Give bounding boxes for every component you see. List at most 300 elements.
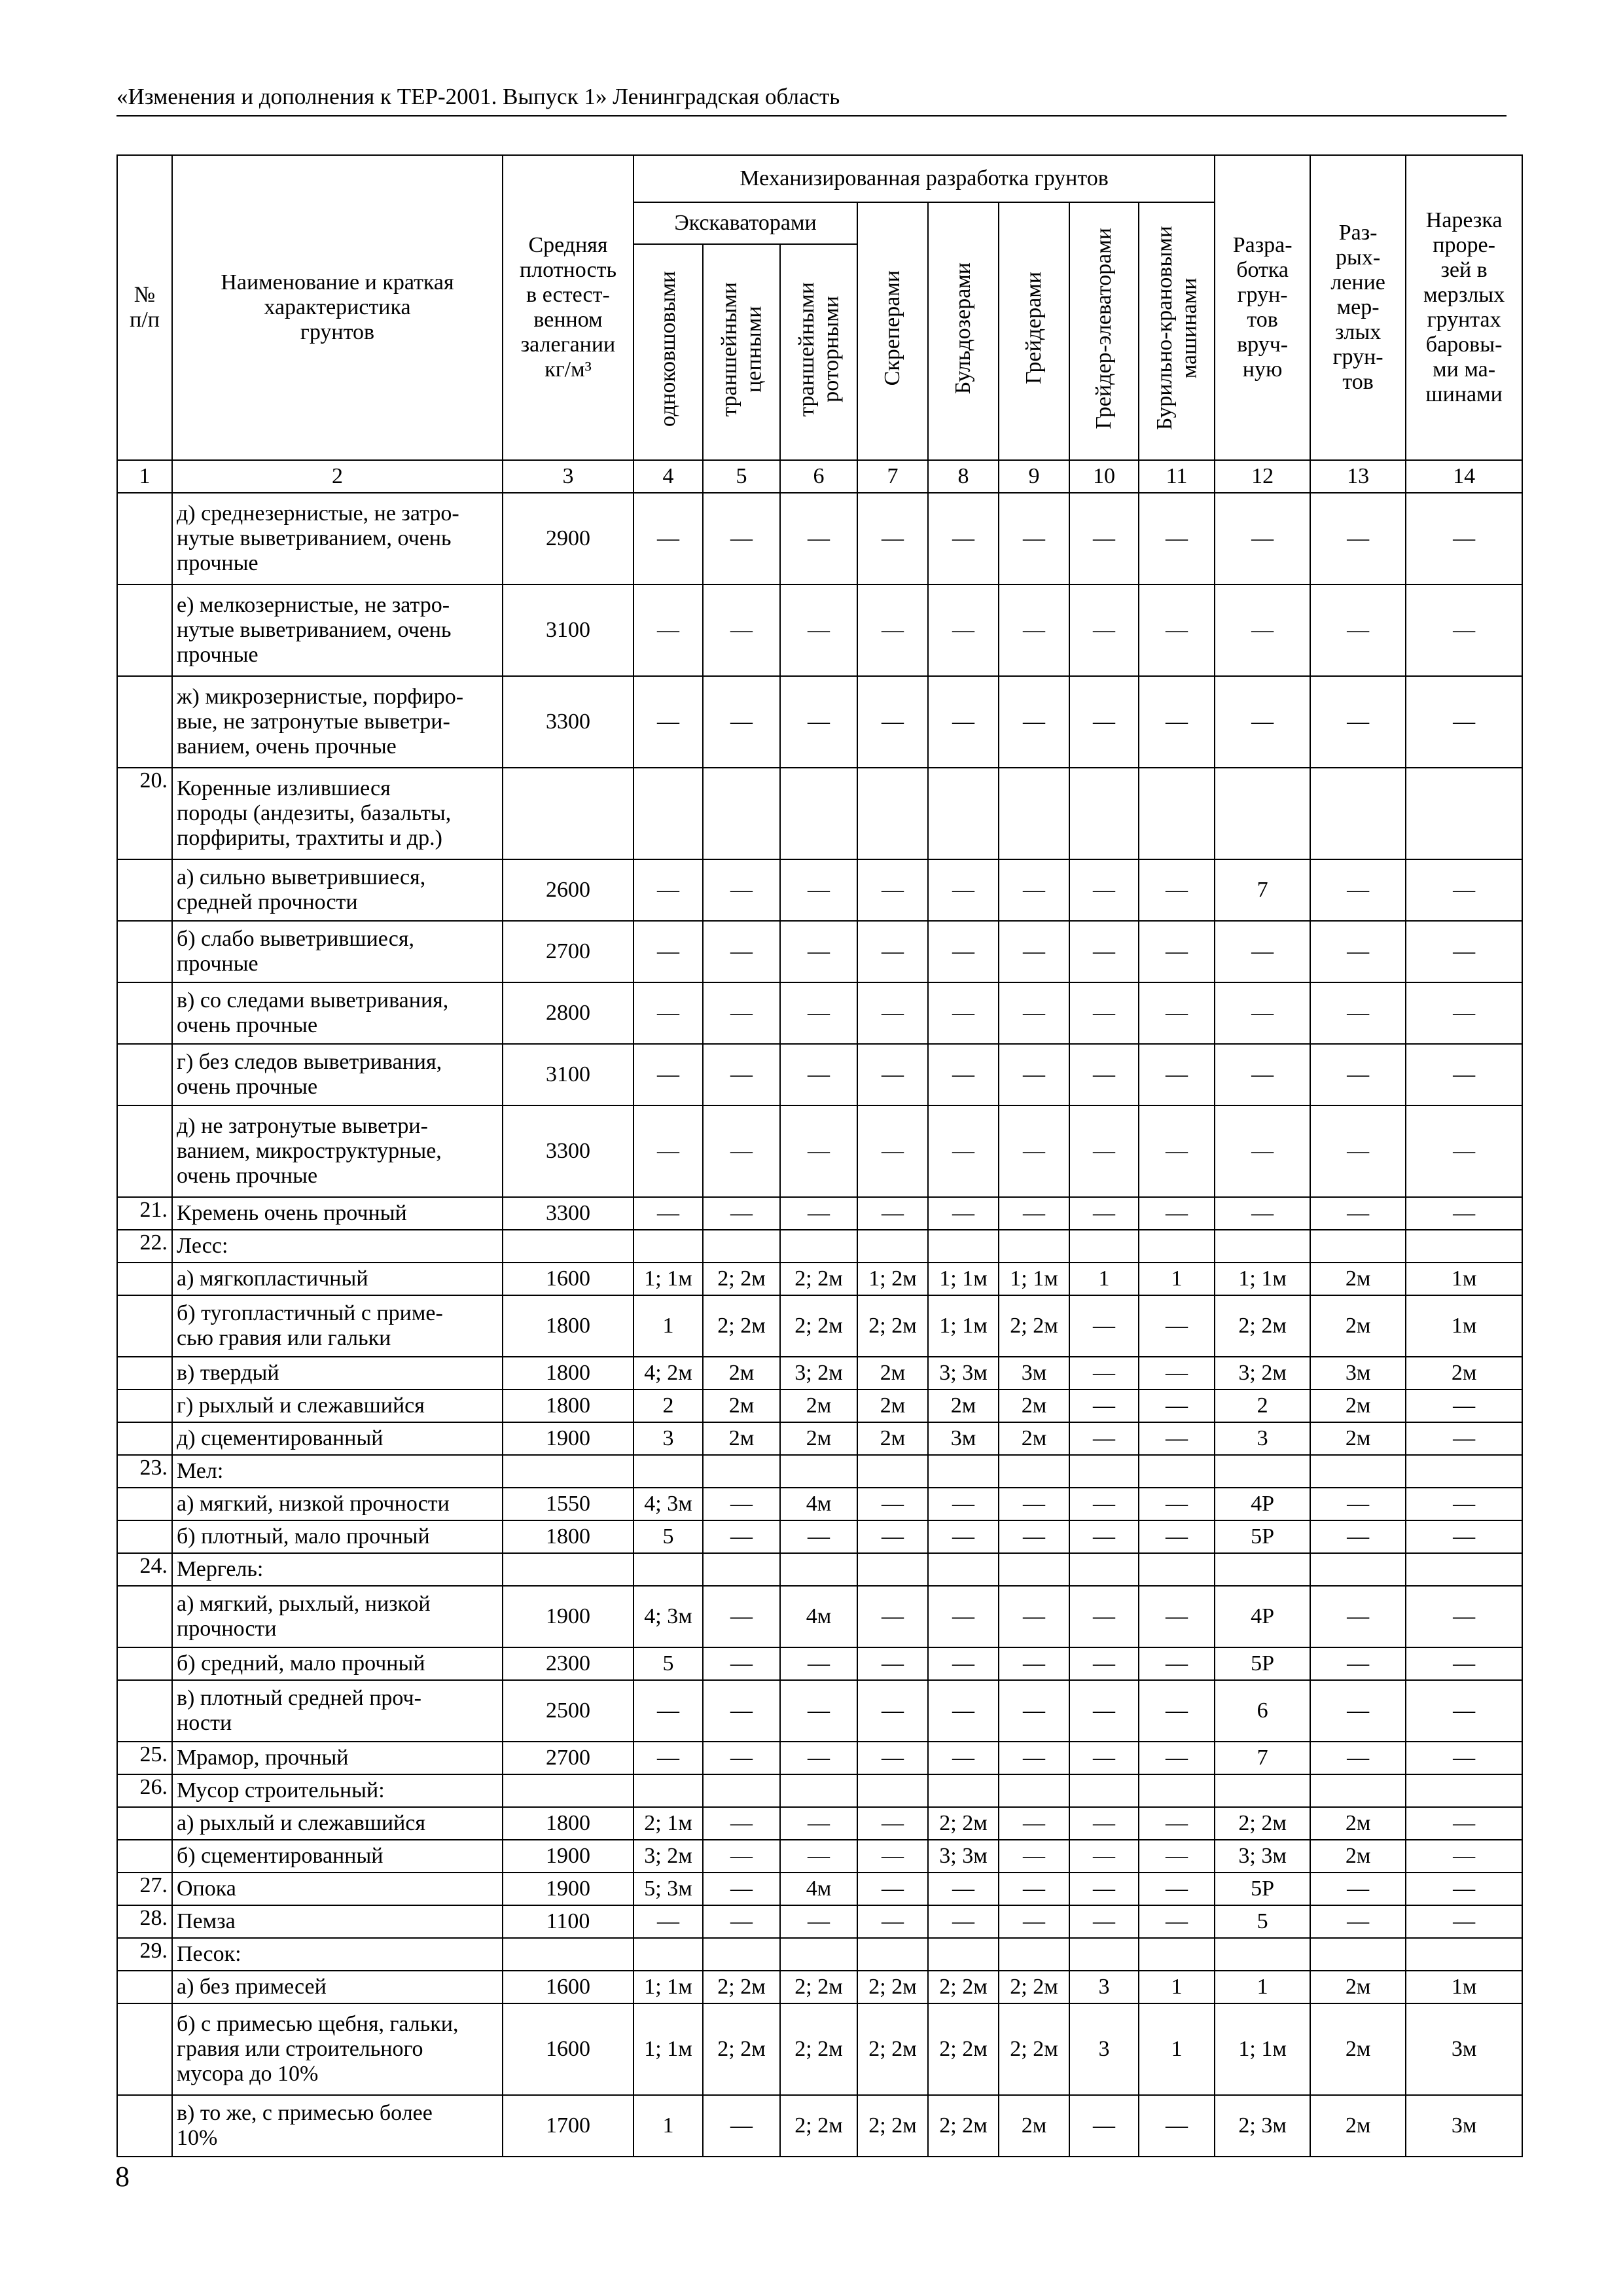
group-value: — xyxy=(1310,493,1406,584)
group-value: — xyxy=(1310,1680,1406,1742)
group-value: — xyxy=(1069,1807,1139,1840)
group-value: 2 xyxy=(1215,1390,1310,1422)
group-value: — xyxy=(928,1873,999,1905)
row-number xyxy=(117,1422,172,1455)
group-value: 3 xyxy=(1215,1422,1310,1455)
group-value xyxy=(1069,1455,1139,1488)
group-value: — xyxy=(1139,1422,1215,1455)
group-value: 2; 2м xyxy=(857,2095,928,2157)
soil-name: б) слабо выветрившиеся, прочные xyxy=(172,921,503,982)
group-value: 2м xyxy=(1310,2003,1406,2095)
header-scrapers: Скреперами xyxy=(857,202,928,460)
group-value: — xyxy=(703,2095,780,2157)
group-value: — xyxy=(999,1680,1069,1742)
group-value: 5 xyxy=(1215,1905,1310,1938)
group-value: — xyxy=(1139,1840,1215,1873)
density-value: 2700 xyxy=(503,921,633,982)
group-value: — xyxy=(857,921,928,982)
group-value: 2м xyxy=(857,1390,928,1422)
table-row xyxy=(117,768,1522,859)
row-number: 25. xyxy=(117,1742,172,1774)
column-number: 1 xyxy=(117,460,172,493)
group-value: — xyxy=(703,1586,780,1647)
group-value: — xyxy=(1310,1105,1406,1197)
group-value: — xyxy=(703,1197,780,1230)
soil-name: Песок: xyxy=(172,1938,503,1971)
group-value: — xyxy=(857,1197,928,1230)
density-value: 1800 xyxy=(503,1390,633,1422)
group-value: — xyxy=(703,1742,780,1774)
group-value xyxy=(857,1553,928,1586)
density-value: 3300 xyxy=(503,1197,633,1230)
density-value: 2700 xyxy=(503,1742,633,1774)
header-trench-chain: траншейными цепными xyxy=(703,244,780,460)
group-value: — xyxy=(999,1197,1069,1230)
group-value: — xyxy=(1310,1647,1406,1680)
table-row xyxy=(117,1742,1522,1774)
column-number: 3 xyxy=(503,460,633,493)
group-value: — xyxy=(633,982,703,1044)
group-value xyxy=(1310,768,1406,859)
group-value: — xyxy=(1215,1197,1310,1230)
group-value: 1 xyxy=(633,2095,703,2157)
soil-name: Пемза xyxy=(172,1905,503,1938)
group-value xyxy=(928,1938,999,1971)
column-number: 14 xyxy=(1406,460,1522,493)
row-number xyxy=(117,859,172,921)
header-density: Средняя плотность в естест- венном залегании кг/м³ xyxy=(503,155,633,460)
group-value: — xyxy=(1069,1105,1139,1197)
density-value xyxy=(503,1774,633,1807)
group-value: 2; 2м xyxy=(928,1807,999,1840)
group-value: — xyxy=(1215,1044,1310,1105)
group-value xyxy=(703,1553,780,1586)
density-value: 2300 xyxy=(503,1647,633,1680)
table-row xyxy=(117,1938,1522,1971)
group-value: — xyxy=(1310,584,1406,676)
group-value xyxy=(703,768,780,859)
group-value: — xyxy=(703,493,780,584)
group-value: — xyxy=(1139,1488,1215,1520)
density-value: 1600 xyxy=(503,1971,633,2003)
group-value xyxy=(633,1774,703,1807)
group-value: — xyxy=(928,1647,999,1680)
group-value: — xyxy=(1139,1905,1215,1938)
group-value: — xyxy=(780,1647,857,1680)
group-value xyxy=(1406,1774,1522,1807)
group-value: — xyxy=(857,584,928,676)
group-value: — xyxy=(1139,1680,1215,1742)
group-value: 1 xyxy=(1215,1971,1310,2003)
group-value: 1; 1м xyxy=(1215,1263,1310,1295)
group-value: 2м xyxy=(1310,1840,1406,1873)
density-value: 1800 xyxy=(503,1807,633,1840)
group-value: 1; 1м xyxy=(999,1263,1069,1295)
group-value xyxy=(857,768,928,859)
group-value: 2м xyxy=(1310,1295,1406,1357)
group-value xyxy=(1069,1230,1139,1263)
group-value: 3 xyxy=(633,1422,703,1455)
group-value: — xyxy=(703,1105,780,1197)
group-value xyxy=(999,1774,1069,1807)
soil-name: в) плотный средней проч- ности xyxy=(172,1680,503,1742)
group-value: — xyxy=(1139,982,1215,1044)
group-value: — xyxy=(1069,1390,1139,1422)
column-number: 10 xyxy=(1069,460,1139,493)
group-value xyxy=(633,1230,703,1263)
group-value: — xyxy=(703,859,780,921)
group-value xyxy=(999,1455,1069,1488)
soil-name: г) без следов выветривания, очень прочные xyxy=(172,1044,503,1105)
group-value: 2 xyxy=(633,1390,703,1422)
group-value: — xyxy=(999,982,1069,1044)
group-value: — xyxy=(928,859,999,921)
group-value: — xyxy=(1139,493,1215,584)
table-row xyxy=(117,1971,1522,2003)
group-value: — xyxy=(703,584,780,676)
density-value: 1800 xyxy=(503,1520,633,1553)
group-value: — xyxy=(1310,1520,1406,1553)
density-value: 1800 xyxy=(503,1295,633,1357)
group-value xyxy=(1406,1230,1522,1263)
group-value: 3м xyxy=(928,1422,999,1455)
group-value: — xyxy=(1069,1357,1139,1390)
group-value: 3; 3м xyxy=(928,1840,999,1873)
group-value: — xyxy=(857,1586,928,1647)
header-mechanized: Механизированная разработка грунтов xyxy=(633,155,1215,202)
group-value: — xyxy=(1406,1044,1522,1105)
group-value xyxy=(928,1774,999,1807)
soil-name: б) плотный, мало прочный xyxy=(172,1520,503,1553)
group-value: — xyxy=(999,676,1069,768)
group-value: — xyxy=(999,1905,1069,1938)
table-row xyxy=(117,493,1522,584)
group-value: 1; 1м xyxy=(1215,2003,1310,2095)
group-value: — xyxy=(1310,1488,1406,1520)
table-row xyxy=(117,1295,1522,1357)
group-value: — xyxy=(1310,1197,1406,1230)
group-value: — xyxy=(1310,982,1406,1044)
table-row xyxy=(117,1197,1522,1230)
group-value: — xyxy=(1310,921,1406,982)
group-value: — xyxy=(857,493,928,584)
group-value: 4; 3м xyxy=(633,1586,703,1647)
soil-name: в) твердый xyxy=(172,1357,503,1390)
header-manual: Разра- ботка грун- тов вруч- ную xyxy=(1215,155,1310,460)
group-value xyxy=(703,1774,780,1807)
table-row xyxy=(117,1105,1522,1197)
column-number: 5 xyxy=(703,460,780,493)
row-number xyxy=(117,1586,172,1647)
soil-name: д) не затронутые выветри- ванием, микроструктурные, очень прочные xyxy=(172,1105,503,1197)
row-number: 22. xyxy=(117,1230,172,1263)
group-value: 2м xyxy=(857,1422,928,1455)
group-value: — xyxy=(633,1044,703,1105)
group-value xyxy=(1406,1553,1522,1586)
group-value xyxy=(999,1553,1069,1586)
group-value: — xyxy=(633,921,703,982)
group-value: 4м xyxy=(780,1586,857,1647)
group-value xyxy=(703,1230,780,1263)
group-value xyxy=(1310,1455,1406,1488)
group-value: 2м xyxy=(703,1422,780,1455)
row-number xyxy=(117,1647,172,1680)
table-row xyxy=(117,1390,1522,1422)
group-value: — xyxy=(1406,1742,1522,1774)
group-value: — xyxy=(703,1488,780,1520)
soil-name: Лесс: xyxy=(172,1230,503,1263)
group-value xyxy=(633,768,703,859)
soil-name: Мусор строительный: xyxy=(172,1774,503,1807)
group-value: — xyxy=(1406,1105,1522,1197)
group-value: — xyxy=(633,1742,703,1774)
table-row xyxy=(117,2095,1522,2157)
group-value: — xyxy=(1069,1742,1139,1774)
table-row xyxy=(117,1357,1522,1390)
group-value: — xyxy=(1069,2095,1139,2157)
group-value: — xyxy=(1310,1905,1406,1938)
density-value: 1600 xyxy=(503,1263,633,1295)
group-value: — xyxy=(1069,1295,1139,1357)
group-value: — xyxy=(928,1105,999,1197)
group-value: — xyxy=(1215,493,1310,584)
group-value: — xyxy=(703,982,780,1044)
group-value: — xyxy=(1406,493,1522,584)
row-number: 26. xyxy=(117,1774,172,1807)
row-number: 21. xyxy=(117,1197,172,1230)
group-value: — xyxy=(1310,1873,1406,1905)
group-value: — xyxy=(633,1905,703,1938)
table-row xyxy=(117,1840,1522,1873)
group-value: — xyxy=(1139,1807,1215,1840)
group-value xyxy=(1139,1455,1215,1488)
group-value: 1 xyxy=(1069,1263,1139,1295)
group-value: — xyxy=(1406,1873,1522,1905)
group-value: — xyxy=(1406,982,1522,1044)
table-row xyxy=(117,676,1522,768)
group-value: — xyxy=(780,1840,857,1873)
header-trench-rotor: траншейными роторными xyxy=(780,244,857,460)
group-value: 2; 2м xyxy=(857,1971,928,2003)
group-value xyxy=(780,1230,857,1263)
group-value: — xyxy=(1215,676,1310,768)
table-row xyxy=(117,584,1522,676)
group-value: 5Р xyxy=(1215,1873,1310,1905)
group-value: — xyxy=(1310,676,1406,768)
group-value: — xyxy=(780,1807,857,1840)
density-value xyxy=(503,1938,633,1971)
group-value: — xyxy=(1069,1680,1139,1742)
density-value: 1100 xyxy=(503,1905,633,1938)
group-value xyxy=(780,1553,857,1586)
group-value: — xyxy=(703,1680,780,1742)
group-value: — xyxy=(1139,1390,1215,1422)
group-value: — xyxy=(1139,859,1215,921)
table-row xyxy=(117,982,1522,1044)
group-value: — xyxy=(857,1488,928,1520)
group-value: 2; 2м xyxy=(928,2003,999,2095)
row-number xyxy=(117,1488,172,1520)
row-number xyxy=(117,982,172,1044)
group-value: — xyxy=(780,1520,857,1553)
group-value: — xyxy=(1406,676,1522,768)
group-value: 1 xyxy=(633,1295,703,1357)
group-value: — xyxy=(1139,1647,1215,1680)
table-row xyxy=(117,1455,1522,1488)
group-value: 4; 2м xyxy=(633,1357,703,1390)
group-value: — xyxy=(1139,921,1215,982)
group-value: 2; 2м xyxy=(703,2003,780,2095)
group-value: 3м xyxy=(1310,1357,1406,1390)
group-value: — xyxy=(1406,1840,1522,1873)
group-value: — xyxy=(928,1905,999,1938)
group-value: — xyxy=(1069,1647,1139,1680)
group-value xyxy=(999,1230,1069,1263)
group-value: — xyxy=(703,1840,780,1873)
group-value xyxy=(1215,1455,1310,1488)
group-value: — xyxy=(857,1807,928,1840)
group-value: — xyxy=(703,921,780,982)
group-value: 1м xyxy=(1406,1971,1522,2003)
group-value: — xyxy=(857,1873,928,1905)
soil-name: в) то же, с примесью более 10% xyxy=(172,2095,503,2157)
group-value: — xyxy=(780,859,857,921)
group-value: — xyxy=(703,1873,780,1905)
group-value: — xyxy=(999,921,1069,982)
group-value: — xyxy=(857,1647,928,1680)
group-value: 2м xyxy=(999,1422,1069,1455)
soil-name: Мергель: xyxy=(172,1553,503,1586)
soil-name: а) мягкопластичный xyxy=(172,1263,503,1295)
density-value: 3300 xyxy=(503,1105,633,1197)
group-value: 2; 2м xyxy=(780,1971,857,2003)
group-value: 1; 1м xyxy=(928,1295,999,1357)
row-number xyxy=(117,1263,172,1295)
soil-name: а) мягкий, низкой прочности xyxy=(172,1488,503,1520)
column-number: 6 xyxy=(780,460,857,493)
group-value: — xyxy=(1139,676,1215,768)
group-value: — xyxy=(857,1905,928,1938)
group-value: — xyxy=(703,1807,780,1840)
group-value: 5 xyxy=(633,1520,703,1553)
group-value: — xyxy=(780,676,857,768)
table-row xyxy=(117,1905,1522,1938)
header-name: Наименование и краткая характеристика грунтов xyxy=(172,155,503,460)
group-value: — xyxy=(780,982,857,1044)
group-value: 2м xyxy=(1406,1357,1522,1390)
group-value: 1; 1м xyxy=(928,1263,999,1295)
density-value: 1900 xyxy=(503,1840,633,1873)
group-value: — xyxy=(857,676,928,768)
group-value xyxy=(1215,1774,1310,1807)
group-value xyxy=(1069,1938,1139,1971)
group-value xyxy=(928,768,999,859)
density-value xyxy=(503,1553,633,1586)
group-value xyxy=(1069,768,1139,859)
table-row xyxy=(117,1680,1522,1742)
column-number: 2 xyxy=(172,460,503,493)
table-body xyxy=(117,493,1522,2157)
group-value: — xyxy=(857,1044,928,1105)
group-value: 4; 3м xyxy=(633,1488,703,1520)
table-row xyxy=(117,1774,1522,1807)
soil-name: б) тугопластичный с приме- сью гравия или гальки xyxy=(172,1295,503,1357)
group-value: 2; 1м xyxy=(633,1807,703,1840)
density-value: 1900 xyxy=(503,1586,633,1647)
group-value: 2м xyxy=(1310,1263,1406,1295)
table-row xyxy=(117,1807,1522,1840)
group-value: 5Р xyxy=(1215,1520,1310,1553)
group-value: 3; 3м xyxy=(928,1357,999,1390)
table-row xyxy=(117,1647,1522,1680)
density-value: 3300 xyxy=(503,676,633,768)
column-number: 11 xyxy=(1139,460,1215,493)
group-value: — xyxy=(1406,1647,1522,1680)
group-value: 1 xyxy=(1139,1971,1215,2003)
group-value xyxy=(1139,768,1215,859)
group-value xyxy=(1215,1938,1310,1971)
column-number: 7 xyxy=(857,460,928,493)
group-value: 2; 2м xyxy=(703,1263,780,1295)
soil-name: Мрамор, прочный xyxy=(172,1742,503,1774)
group-value: — xyxy=(928,1680,999,1742)
soil-name: а) без примесей xyxy=(172,1971,503,2003)
header-frozen-cutting: Нарезка проре- зей в мерзлых грунтах баровы- ми ма- шинами xyxy=(1406,155,1522,460)
soil-name: а) сильно выветрившиеся, средней прочности xyxy=(172,859,503,921)
group-value: — xyxy=(1310,1586,1406,1647)
row-number xyxy=(117,1520,172,1553)
row-number xyxy=(117,1357,172,1390)
row-number: 28. xyxy=(117,1905,172,1938)
header-bulldozers: Бульдозерами xyxy=(928,202,999,460)
group-value: 1; 1м xyxy=(633,1971,703,2003)
group-value: 4Р xyxy=(1215,1586,1310,1647)
row-number xyxy=(117,1807,172,1840)
group-value: 2; 2м xyxy=(780,1263,857,1295)
row-number xyxy=(117,676,172,768)
group-value: — xyxy=(703,1647,780,1680)
group-value: 5Р xyxy=(1215,1647,1310,1680)
group-value: 3м xyxy=(999,1357,1069,1390)
group-value: — xyxy=(1069,1905,1139,1938)
group-value: — xyxy=(1406,1520,1522,1553)
group-value: — xyxy=(703,676,780,768)
group-value: 3 xyxy=(1069,2003,1139,2095)
table-row xyxy=(117,1586,1522,1647)
group-value: 2м xyxy=(928,1390,999,1422)
group-value: — xyxy=(780,493,857,584)
group-value: — xyxy=(1069,1586,1139,1647)
group-value: 2; 3м xyxy=(1215,2095,1310,2157)
header-num: № п/п xyxy=(117,155,172,460)
density-value: 3100 xyxy=(503,584,633,676)
group-value xyxy=(1139,1938,1215,1971)
group-value: — xyxy=(999,1044,1069,1105)
group-value: — xyxy=(1069,1197,1139,1230)
group-value: 1 xyxy=(1139,1263,1215,1295)
group-value: — xyxy=(999,1647,1069,1680)
group-value: — xyxy=(633,676,703,768)
group-value: — xyxy=(999,1807,1069,1840)
group-value: — xyxy=(928,1197,999,1230)
group-value: — xyxy=(633,584,703,676)
group-value: 2м xyxy=(780,1390,857,1422)
row-number xyxy=(117,584,172,676)
header-single-bucket: одноковшовыми xyxy=(633,244,703,460)
soil-name: Кремень очень прочный xyxy=(172,1197,503,1230)
soil-classification-table xyxy=(116,154,1523,2157)
group-value: — xyxy=(780,1905,857,1938)
